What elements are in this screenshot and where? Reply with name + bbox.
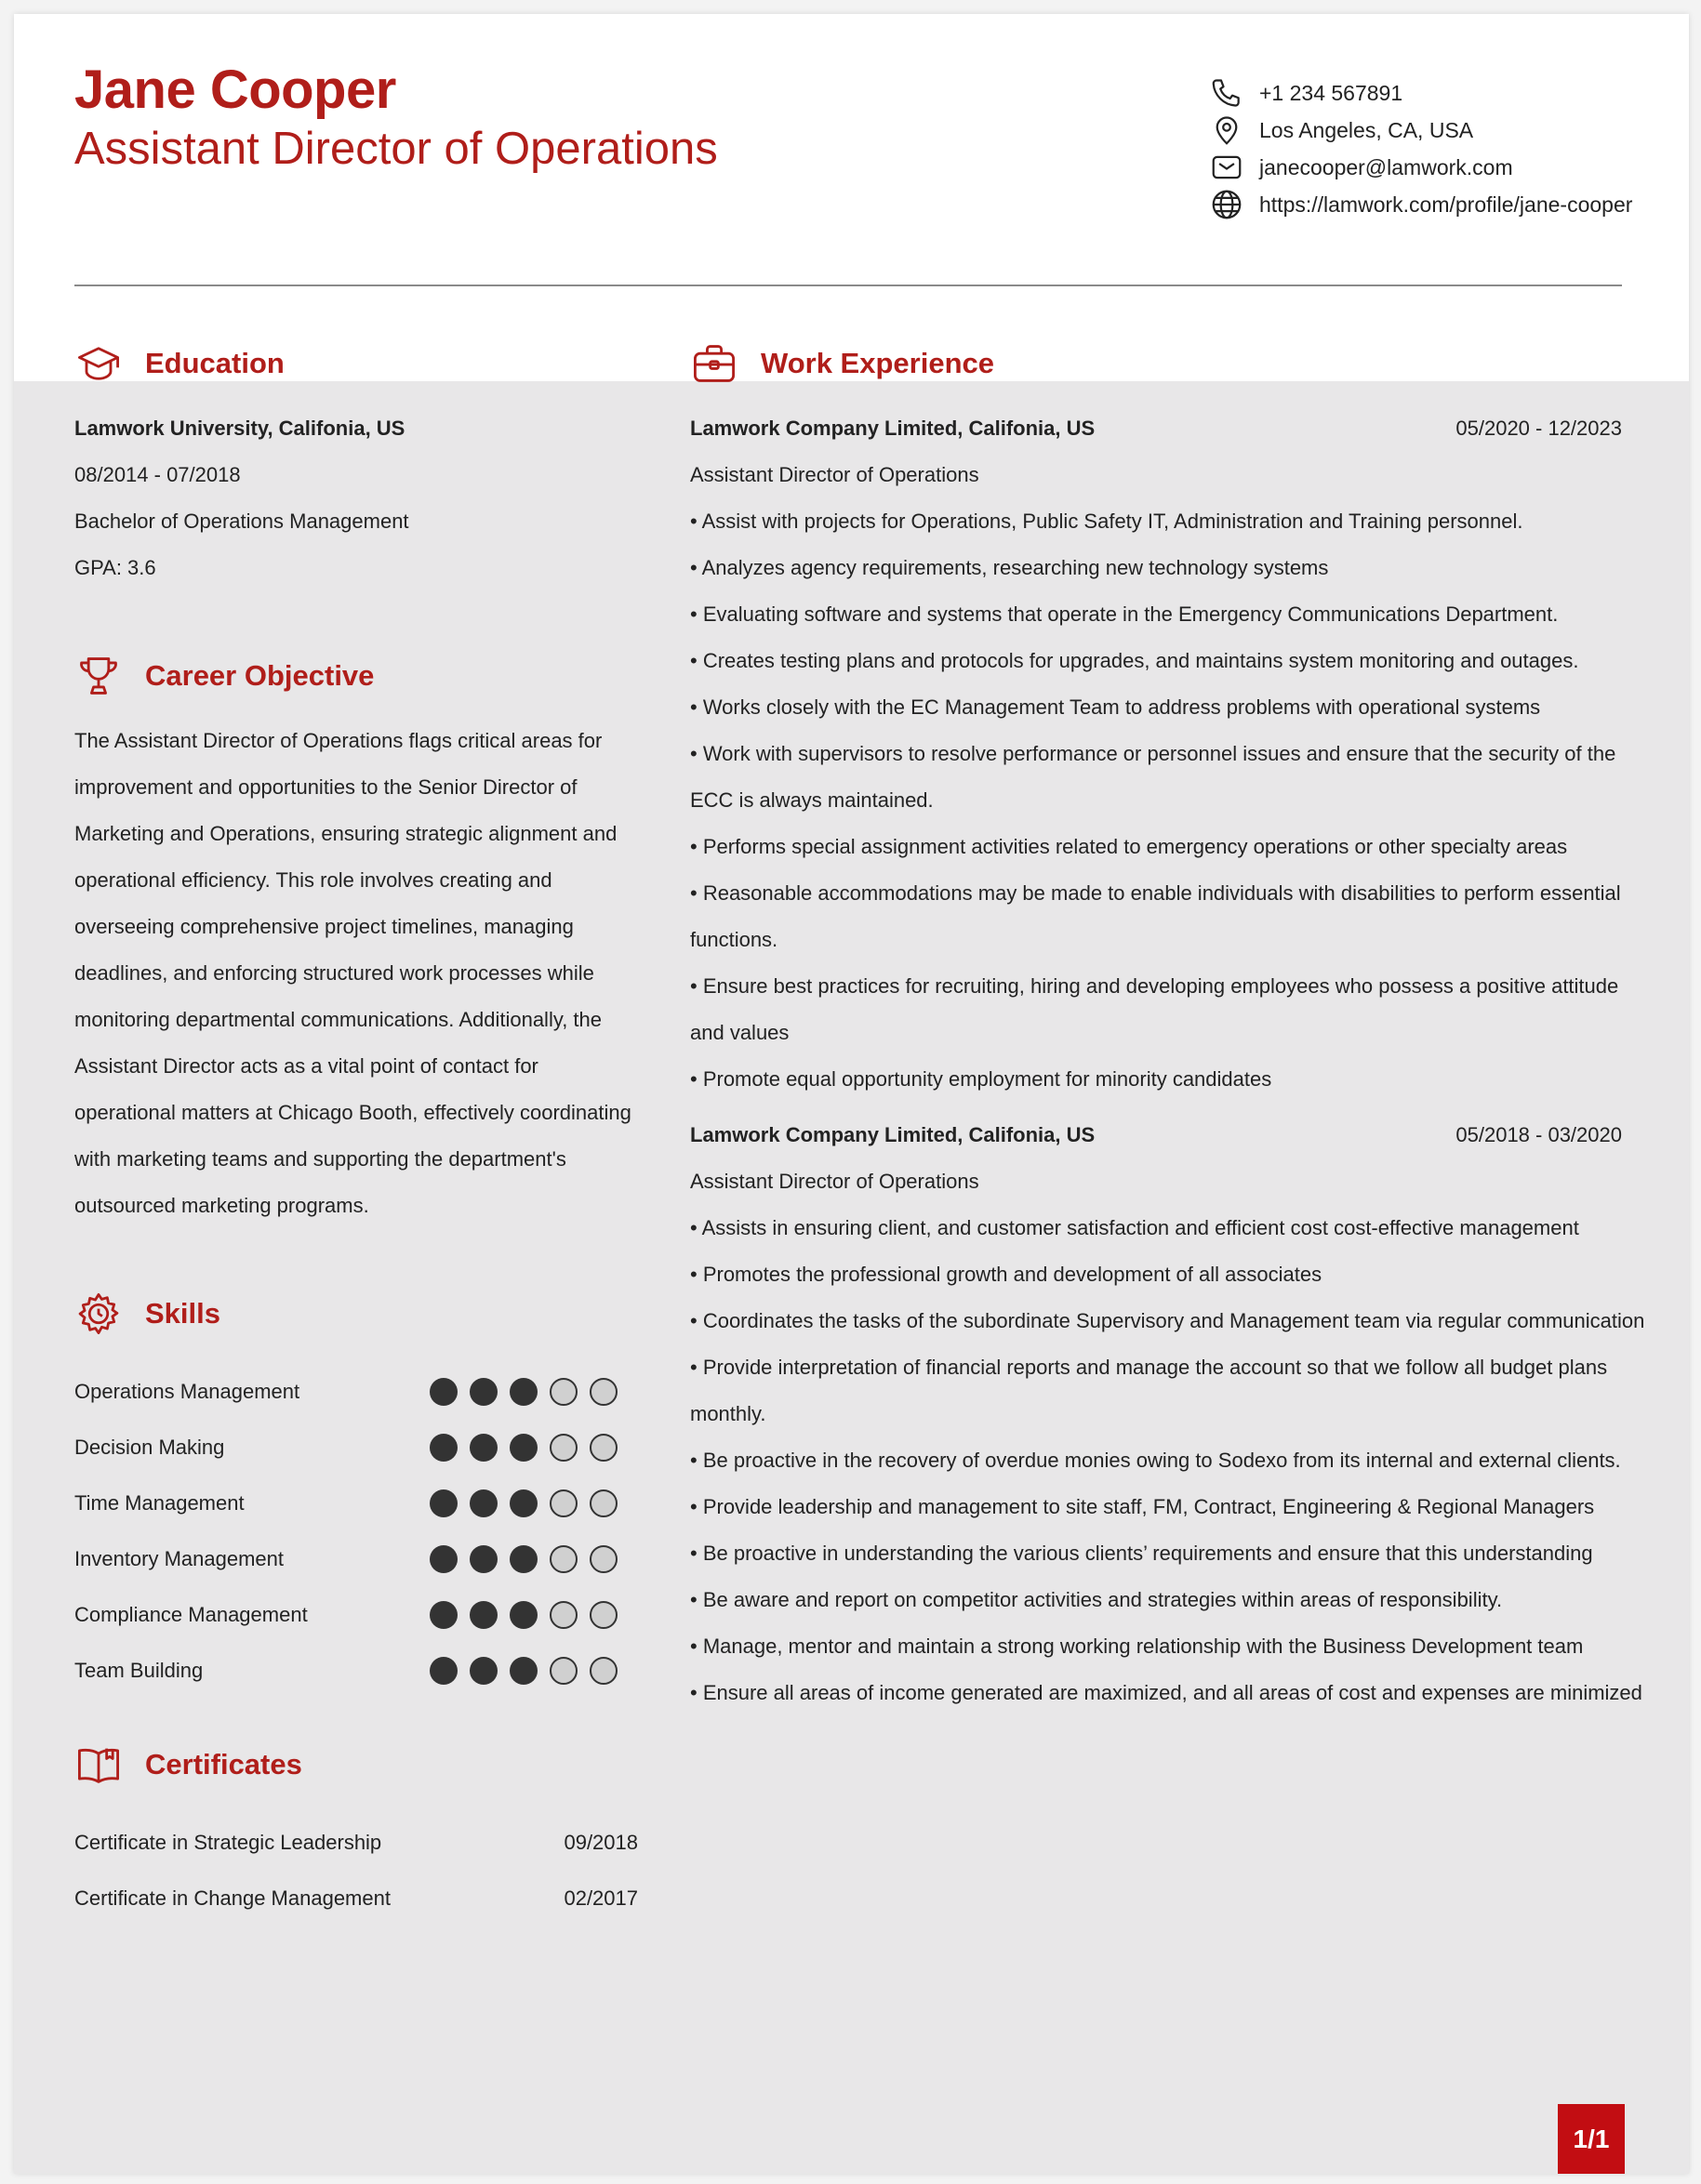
contact-email-text: janecooper@lamwork.com	[1259, 154, 1513, 179]
objective-line: improvement and opportunities to the Senior Director of	[74, 775, 578, 799]
job-duty-line: • Coordinates the tasks of the subordinate Supervisory and Management team via regular communication	[690, 1309, 1645, 1332]
objective-line: Assistant Director acts as a vital point of contact for	[74, 1054, 538, 1078]
resume-page	[14, 14, 1689, 2174]
rating-dot-empty	[590, 1657, 618, 1685]
job-duty-line: • Reasonable accommodations may be made to enable individuals with disabilities to perform essential	[690, 881, 1621, 905]
certificates-heading-text: Certificates	[145, 1748, 302, 1780]
candidate-title: Assistant Director of Operations	[74, 124, 718, 174]
objective-line: deadlines, and enforcing structured work processes while	[74, 961, 594, 985]
objective-line: outsourced marketing programs.	[74, 1194, 369, 1217]
job-dates: 05/2018 - 03/2020	[1455, 1123, 1622, 1146]
rating-dot-filled	[470, 1378, 498, 1406]
briefcase-icon	[690, 339, 738, 388]
contact-email	[1209, 149, 1513, 186]
skills-heading	[74, 1290, 220, 1338]
work-heading-text: Work Experience	[761, 347, 994, 379]
certificate-name: Certificate in Strategic Leadership	[74, 1831, 382, 1854]
education-dates: 08/2014 - 07/2018	[74, 463, 241, 486]
objective-text	[74, 718, 651, 1229]
gear-clock-icon	[74, 1290, 123, 1338]
rating-dot-filled	[430, 1657, 458, 1685]
skill-name: Time Management	[74, 1491, 245, 1515]
rating-dot-empty	[590, 1378, 618, 1406]
rating-dot-filled	[470, 1489, 498, 1517]
skill-name: Team Building	[74, 1659, 204, 1682]
rating-dot-filled	[430, 1545, 458, 1573]
rating-dot-filled	[430, 1434, 458, 1462]
open-book-icon	[74, 1741, 123, 1789]
objective-line: The Assistant Director of Operations flags critical areas for	[74, 729, 603, 752]
job-role: Assistant Director of Operations	[690, 1170, 979, 1193]
certificate-date: 09/2018	[564, 1831, 638, 1854]
skill-name: Compliance Management	[74, 1603, 308, 1626]
objective-heading-text: Career Objective	[145, 659, 375, 692]
rating-dot-empty	[590, 1601, 618, 1629]
job-duty-line: • Ensure best practices for recruiting, hiring and developing employees who possess a positive attitude	[690, 974, 1619, 998]
skill-rating	[430, 1657, 618, 1685]
rating-dot-empty	[590, 1434, 618, 1462]
job-duty-line: • Provide interpretation of financial reports and manage the account so that we follow all budget plans	[690, 1356, 1608, 1379]
rating-dot-filled	[470, 1657, 498, 1685]
skill-rating	[430, 1601, 618, 1629]
objective-line: monitoring departmental communications. Additionally, the	[74, 1008, 603, 1031]
rating-dot-filled	[510, 1434, 538, 1462]
globe-icon	[1209, 187, 1244, 222]
rating-dot-filled	[470, 1601, 498, 1629]
rating-dot-filled	[510, 1601, 538, 1629]
education-gpa: GPA: 3.6	[74, 556, 156, 579]
education-heading	[74, 339, 285, 388]
job-duty-line: • Performs special assignment activities related to emergency operations or other specialty areas	[690, 835, 1568, 858]
job-duty-line: • Works closely with the EC Management Team to address problems with operational systems	[690, 695, 1541, 719]
job-duty-line: monthly.	[690, 1402, 766, 1425]
rating-dot-filled	[510, 1489, 538, 1517]
rating-dot-empty	[550, 1378, 578, 1406]
job-duty-line: • Provide leadership and management to site staff, FM, Contract, Engineering & Regional Managers	[690, 1495, 1595, 1518]
objective-line: operational matters at Chicago Booth, effectively coordinating	[74, 1101, 631, 1124]
candidate-name: Jane Cooper	[74, 60, 396, 120]
job-dates: 05/2020 - 12/2023	[1455, 417, 1622, 440]
trophy-icon	[74, 652, 123, 700]
page-number-badge: 1/1	[1558, 2104, 1625, 2174]
job-duty-line: • Be proactive in understanding the various clients’ requirements and ensure that this understanding	[690, 1542, 1593, 1565]
skill-name: Decision Making	[74, 1436, 225, 1459]
contact-location-text: Los Angeles, CA, USA	[1259, 117, 1474, 142]
rating-dot-empty	[550, 1545, 578, 1573]
location-pin-icon	[1209, 113, 1244, 148]
rating-dot-filled	[470, 1545, 498, 1573]
skill-name: Operations Management	[74, 1380, 300, 1403]
skill-name: Inventory Management	[74, 1547, 285, 1570]
job-duty-line: ECC is always maintained.	[690, 788, 934, 812]
rating-dot-filled	[430, 1601, 458, 1629]
rating-dot-filled	[510, 1545, 538, 1573]
rating-dot-empty	[590, 1545, 618, 1573]
certificates-heading	[74, 1741, 302, 1789]
objective-line: Marketing and Operations, ensuring strategic alignment and	[74, 822, 618, 845]
job-duty-line: • Be aware and report on competitor activities and strategies within areas of responsibility.	[690, 1588, 1503, 1611]
job-duty-line: • Be proactive in the recovery of overdue monies owing to Sodexo from its internal and external clients.	[690, 1449, 1621, 1472]
certificate-date: 02/2017	[564, 1886, 638, 1910]
envelope-icon	[1209, 150, 1244, 185]
certificate-name: Certificate in Change Management	[74, 1886, 391, 1910]
skills-heading-text: Skills	[145, 1297, 220, 1330]
job-duty-line: • Promote equal opportunity employment for minority candidates	[690, 1067, 1272, 1091]
rating-dot-empty	[550, 1601, 578, 1629]
job-duty-line: • Analyzes agency requirements, researching new technology systems	[690, 556, 1329, 579]
rating-dot-empty	[590, 1489, 618, 1517]
rating-dot-filled	[510, 1657, 538, 1685]
rating-dot-filled	[430, 1489, 458, 1517]
job-duty-line: • Evaluating software and systems that operate in the Emergency Communications Department.	[690, 602, 1559, 626]
job-company: Lamwork Company Limited, Califonia, US	[690, 1123, 1096, 1146]
job-duty-line: • Creates testing plans and protocols for upgrades, and maintains system monitoring and outages.	[690, 649, 1579, 672]
skill-rating	[430, 1434, 618, 1462]
work-heading	[690, 339, 994, 388]
contact-phone	[1209, 74, 1402, 112]
contact-website-text: https://lamwork.com/profile/jane-cooper	[1259, 192, 1633, 217]
job-duty-line: • Manage, mentor and maintain a strong working relationship with the Business Development team	[690, 1635, 1584, 1658]
objective-line: with marketing teams and supporting the department's	[74, 1147, 566, 1171]
job-role: Assistant Director of Operations	[690, 463, 979, 486]
objective-line: overseeing comprehensive project timelines, managing	[74, 915, 574, 938]
contact-location	[1209, 112, 1473, 149]
job-duty-line: • Assist with projects for Operations, Public Safety IT, Administration and Training personnel.	[690, 510, 1523, 533]
job-duty-line: functions.	[690, 928, 778, 951]
rating-dot-empty	[550, 1489, 578, 1517]
job-duty-line: and values	[690, 1021, 790, 1044]
education-school: Lamwork University, Califonia, US	[74, 417, 405, 440]
rating-dot-empty	[550, 1657, 578, 1685]
education-degree: Bachelor of Operations Management	[74, 510, 409, 533]
job-duty-line: • Assists in ensuring client, and customer satisfaction and efficient cost cost-effective management	[690, 1216, 1579, 1239]
job-duty-line: • Work with supervisors to resolve performance or personnel issues and ensure that the security of the	[690, 742, 1616, 765]
job-duty-line: • Promotes the professional growth and development of all associates	[690, 1263, 1322, 1286]
skill-rating	[430, 1378, 618, 1406]
skill-rating	[430, 1545, 618, 1573]
rating-dot-filled	[510, 1378, 538, 1406]
contact-phone-text: +1 234 567891	[1259, 80, 1403, 105]
rating-dot-filled	[430, 1378, 458, 1406]
rating-dot-filled	[470, 1434, 498, 1462]
phone-icon	[1209, 75, 1244, 111]
education-heading-text: Education	[145, 347, 285, 379]
objective-line: operational efficiency. This role involves creating and	[74, 868, 552, 892]
job-company: Lamwork Company Limited, Califonia, US	[690, 417, 1096, 440]
rating-dot-empty	[550, 1434, 578, 1462]
skill-rating	[430, 1489, 618, 1517]
graduation-cap-icon	[74, 339, 123, 388]
job-duty-line: • Ensure all areas of income generated are maximized, and all areas of cost and expenses are minimized	[690, 1681, 1642, 1704]
contact-website	[1209, 186, 1632, 223]
header-divider	[74, 285, 1622, 286]
objective-heading	[74, 652, 374, 700]
